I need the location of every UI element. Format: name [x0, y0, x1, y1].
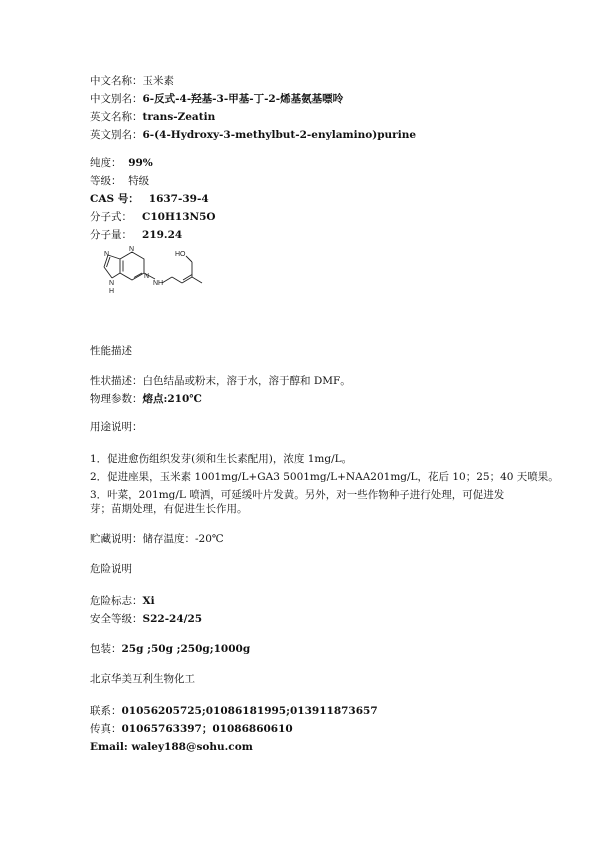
- storage-label: 贮藏说明：: [90, 533, 143, 545]
- usage-heading: 用途说明：: [90, 421, 143, 433]
- grade-value: 特级: [128, 175, 150, 187]
- cas-label: CAS 号：: [90, 193, 139, 205]
- packaging-line: [90, 642, 250, 656]
- usage-item-1: 1．促进愈伤组织发芽(须和生长素配用)，浓度 1mg/L。: [90, 453, 353, 465]
- en-name-label: 英文名称：: [90, 111, 143, 123]
- atom-n4: N: [109, 280, 115, 287]
- formula-label: 分子式：: [90, 211, 132, 223]
- packaging-value: 25g ;50g ;250g;1000g: [121, 643, 251, 655]
- cn-alias-label: 中文别名：: [90, 93, 143, 105]
- phone-line: [90, 704, 378, 718]
- cas-value: 1637-39-4: [148, 193, 209, 205]
- en-alias-line: [90, 128, 416, 142]
- physical-label: 物理参数：: [90, 393, 143, 405]
- usage-item-3: 3．叶菜，201mg/L 喷洒，可延缓叶片发黄。另外，对一些作物种子进行处理，可促进发芽；苗期处理，有促进生长作用。: [90, 489, 505, 515]
- atom-h: H: [109, 288, 115, 295]
- grade-label: 等级：: [90, 175, 122, 187]
- phone-label: 联系：: [90, 705, 122, 717]
- appearance-label: 性状描述：: [90, 375, 143, 387]
- danger-heading: 危险说明: [90, 563, 132, 575]
- en-name-value: trans-Zeatin: [142, 111, 216, 123]
- atom-n3: N: [104, 251, 110, 258]
- cn-name-label: 中文名称：: [90, 75, 143, 87]
- purity-line: [90, 156, 153, 170]
- safety-label: 安全等级：: [90, 613, 143, 625]
- en-alias-label: 英文别名：: [90, 129, 143, 141]
- physical-value: 熔点:210℃: [142, 393, 202, 405]
- danger-mark-value: Xi: [142, 595, 155, 607]
- phone-value: 01056205725;01086181995;013911873657: [121, 705, 378, 717]
- company-name: 北京华美互利生物化工: [90, 673, 195, 685]
- en-alias-value: 6-(4-Hydroxy-3-methylbut-2-enylamino)purine: [142, 129, 417, 141]
- storage-line: [90, 532, 224, 546]
- storage-value: 储存温度：-20℃: [142, 533, 224, 545]
- zeatin-structure-diagram: [100, 242, 220, 312]
- physical-line: [90, 392, 202, 406]
- email-label: Email:: [90, 741, 132, 753]
- purity-value: 99%: [128, 157, 153, 169]
- cn-alias-value: 6-反式-4-羟基-3-甲基-丁-2-烯基氨基嘌呤: [142, 93, 344, 105]
- fax-line: [90, 722, 293, 736]
- fax-value: 01065763397；01086860610: [121, 723, 293, 735]
- cn-alias-line: [90, 92, 343, 106]
- atom-ho: HO: [175, 251, 186, 258]
- usage-item-2: 2．促进座果，玉米素 1001mg/L+GA3 5001mg/L+NAA201mg/L，花后 10；25；40 天喷果。: [90, 471, 559, 483]
- mw-value: 219.24: [142, 229, 183, 241]
- danger-mark-label: 危险标志：: [90, 595, 143, 607]
- performance-heading: 性能描述: [90, 345, 132, 357]
- email-line: [90, 740, 253, 754]
- mw-label: 分子量：: [90, 229, 132, 241]
- grade-line: [90, 174, 149, 188]
- appearance-value: 白色结晶或粉末，溶于水，溶于醇和 DMF。: [142, 375, 351, 387]
- purity-label: 纯度：: [90, 157, 122, 169]
- packaging-label: 包装：: [90, 643, 122, 655]
- danger-mark-line: [90, 594, 155, 608]
- safety-value: S22-24/25: [142, 613, 203, 625]
- fax-label: 传真：: [90, 723, 122, 735]
- formula-line: [90, 210, 216, 224]
- cn-name-value: 玉米素: [142, 75, 174, 87]
- formula-value: C10H13N5O: [142, 211, 216, 223]
- appearance-line: [90, 374, 351, 388]
- mw-line: [90, 228, 182, 242]
- atom-nh: NH: [153, 280, 164, 287]
- atom-n2: N: [144, 273, 150, 280]
- cn-name-line: [90, 74, 174, 88]
- cas-line: [90, 192, 209, 206]
- email-value: waley188@sohu.com: [131, 741, 253, 753]
- safety-line: [90, 612, 202, 626]
- en-name-line: [90, 110, 215, 124]
- atom-n1: N: [129, 246, 135, 253]
